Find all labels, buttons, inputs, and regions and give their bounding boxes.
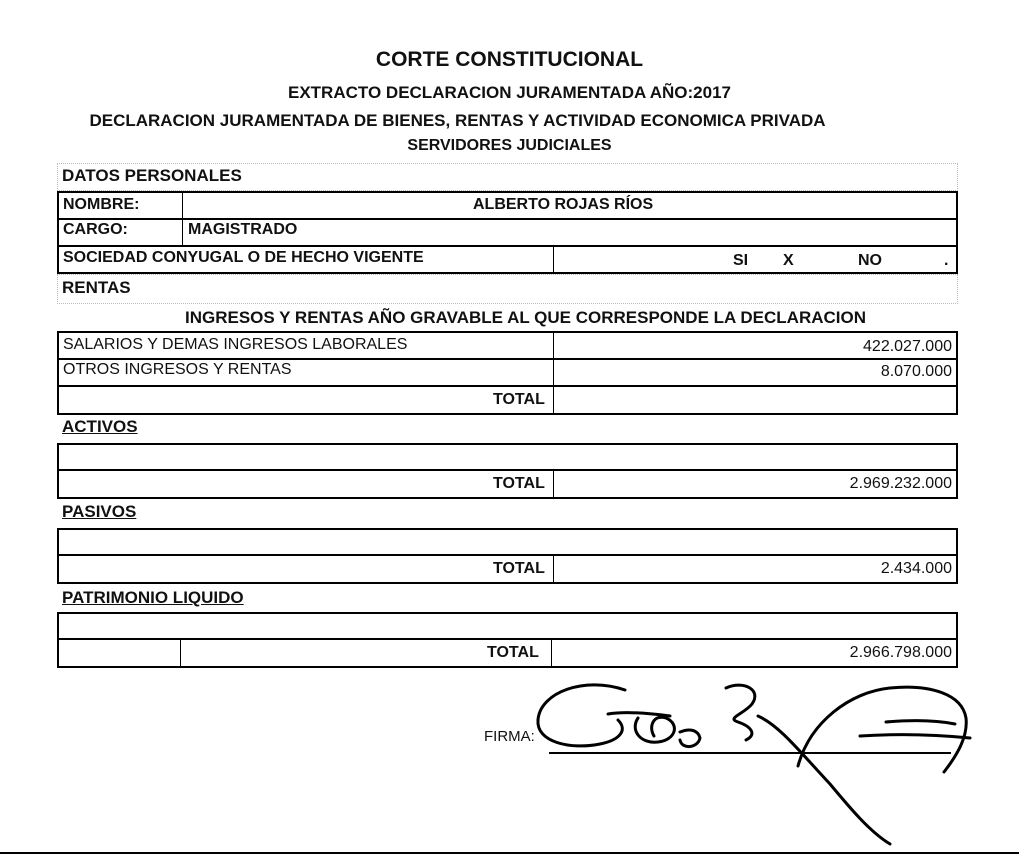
- document-heading: DECLARACION JURAMENTADA DE BIENES, RENTAS Y ACTIVIDAD ECONOMICA PRIVADA: [89, 111, 826, 130]
- nombre-value: ALBERTO ROJAS RÍOS: [473, 196, 654, 213]
- rentas-total-label: TOTAL: [493, 391, 545, 408]
- document-title: CORTE CONSTITUCIONAL: [375, 48, 644, 71]
- nombre-row: [57, 191, 958, 220]
- rentas-heading: INGRESOS Y RENTAS AÑO GRAVABLE AL QUE CORRESPONDE LA DECLARACION: [185, 308, 867, 327]
- table-row: [57, 358, 958, 387]
- si-label: SI: [733, 252, 749, 269]
- pasivos-total-row: [57, 554, 958, 584]
- sociedad-label: SOCIEDAD CONYUGAL O DE HECHO VIGENTE: [63, 249, 424, 266]
- si-mark: X: [783, 252, 794, 269]
- pasivos-total-value: 2.434.000: [880, 560, 952, 577]
- patrimonio-total-value: 2.966.798.000: [849, 644, 952, 661]
- document-audience: SERVIDORES JUDICIALES: [407, 137, 612, 154]
- no-label: NO: [858, 252, 882, 269]
- datos-personales-section: [57, 163, 958, 191]
- datos-personales-label: DATOS PERSONALES: [62, 166, 242, 185]
- rentas-label: RENTAS: [62, 278, 131, 297]
- signature-image: [530, 672, 980, 857]
- rentas-row-value: 422.027.000: [863, 338, 952, 355]
- document-subtitle: EXTRACTO DECLARACION JURAMENTADA AÑO:2017: [288, 83, 731, 102]
- rentas-total-row: [57, 385, 958, 415]
- activos-total-label: TOTAL: [493, 475, 545, 492]
- trailing-dot: .: [944, 252, 949, 269]
- pasivos-label: PASIVOS: [62, 502, 137, 521]
- cargo-label: CARGO:: [63, 221, 128, 238]
- rentas-row-value: 8.070.000: [880, 363, 952, 380]
- sociedad-row: [57, 245, 958, 274]
- activos-total-row: [57, 469, 958, 499]
- table-row: [57, 331, 958, 360]
- rentas-row-label: OTROS INGRESOS Y RENTAS: [63, 361, 292, 378]
- nombre-label: NOMBRE:: [63, 196, 140, 213]
- rentas-row-label: SALARIOS Y DEMAS INGRESOS LABORALES: [63, 336, 408, 353]
- pasivos-blank-row: [57, 528, 958, 556]
- pasivos-total-label: TOTAL: [493, 560, 545, 577]
- patrimonio-total-row: [57, 638, 958, 668]
- firma-label: FIRMA:: [484, 728, 535, 745]
- rentas-section: [57, 274, 958, 304]
- activos-total-value: 2.969.232.000: [849, 475, 952, 492]
- cargo-row: [57, 218, 958, 247]
- activos-blank-row: [57, 443, 958, 471]
- cargo-value: MAGISTRADO: [188, 221, 298, 238]
- patrimonio-total-label: TOTAL: [487, 644, 539, 661]
- patrimonio-blank-row: [57, 612, 958, 640]
- patrimonio-label: PATRIMONIO LIQUIDO: [62, 588, 244, 607]
- activos-label: ACTIVOS: [62, 417, 138, 436]
- page-edge-line: [0, 852, 1019, 854]
